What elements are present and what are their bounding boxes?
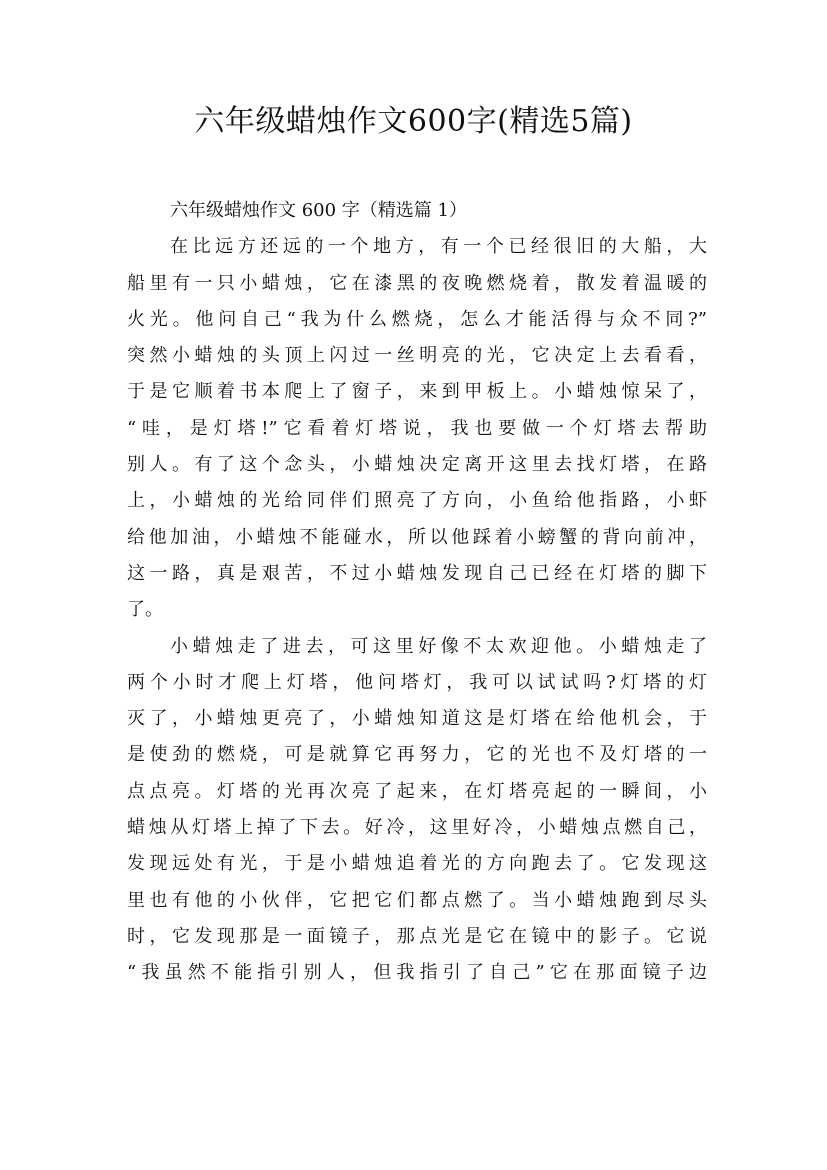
text-line: 蜡烛从灯塔上掉了下去。好冷，这里好冷，小蜡烛点燃自己， [127, 817, 707, 839]
text-line: 别人。有了这个念头，小蜡烛决定离开这里去找灯塔，在路 [127, 454, 707, 476]
document-body [127, 193, 707, 992]
text-line: “哇，是灯塔!”它看着灯塔说，我也要做一个灯塔去帮助 [127, 417, 707, 439]
text-line: 在比远方还远的一个地方，有一个已经很旧的大船，大 [170, 236, 707, 258]
text-line: 灭了，小蜡烛更亮了，小蜡烛知道这是灯塔在给他机会，于 [127, 708, 707, 730]
section-heading: 六年级蜡烛作文 600 字（精选篇 1） [170, 200, 467, 221]
text-line: 小蜡烛走了进去，可这里好像不太欢迎他。小蜡烛走了 [170, 635, 707, 657]
text-line: 上，小蜡烛的光给同伴们照亮了方向，小鱼给他指路，小虾 [127, 490, 707, 512]
text-line: 发现远处有光，于是小蜡烛追着光的方向跑去了。它发现这 [127, 853, 707, 875]
text-line: 火光。他问自己“我为什么燃烧，怎么才能活得与众不同?” [127, 308, 707, 330]
text-line: 给他加油，小蜡烛不能碰水，所以他踩着小螃蟹的背向前冲， [127, 526, 707, 548]
text-line: 于是它顺着书本爬上了窗子，来到甲板上。小蜡烛惊呆了， [127, 381, 707, 403]
text-line: 是使劲的燃烧，可是就算它再努力，它的光也不及灯塔的一 [127, 744, 707, 766]
text-line: 两个小时才爬上灯塔，他问塔灯，我可以试试吗?灯塔的灯 [127, 671, 707, 693]
text-line: 时，它发现那是一面镜子，那点光是它在镜中的影子。它说 [127, 925, 707, 947]
document-title: 六年级蜡烛作文600字(精选5篇) [194, 104, 633, 139]
text-line: 这一路，真是艰苦，不过小蜡烛发现自己已经在灯塔的脚下 [127, 562, 707, 584]
text-line: 点点亮。灯塔的光再次亮了起来，在灯塔亮起的一瞬间，小 [127, 780, 707, 802]
text-line: “我虽然不能指引别人，但我指引了自己”它在那面镜子边 [127, 962, 707, 984]
text-line: 里也有他的小伙伴，它把它们都点燃了。当小蜡烛跑到尽头 [127, 889, 707, 911]
text-line: 船里有一只小蜡烛，它在漆黑的夜晚燃烧着，散发着温暖的 [127, 272, 707, 294]
text-line: 了。 [127, 599, 163, 621]
text-line: 突然小蜡烛的头顶上闪过一丝明亮的光，它决定上去看看， [127, 345, 707, 367]
paragraph-lines [127, 229, 707, 991]
